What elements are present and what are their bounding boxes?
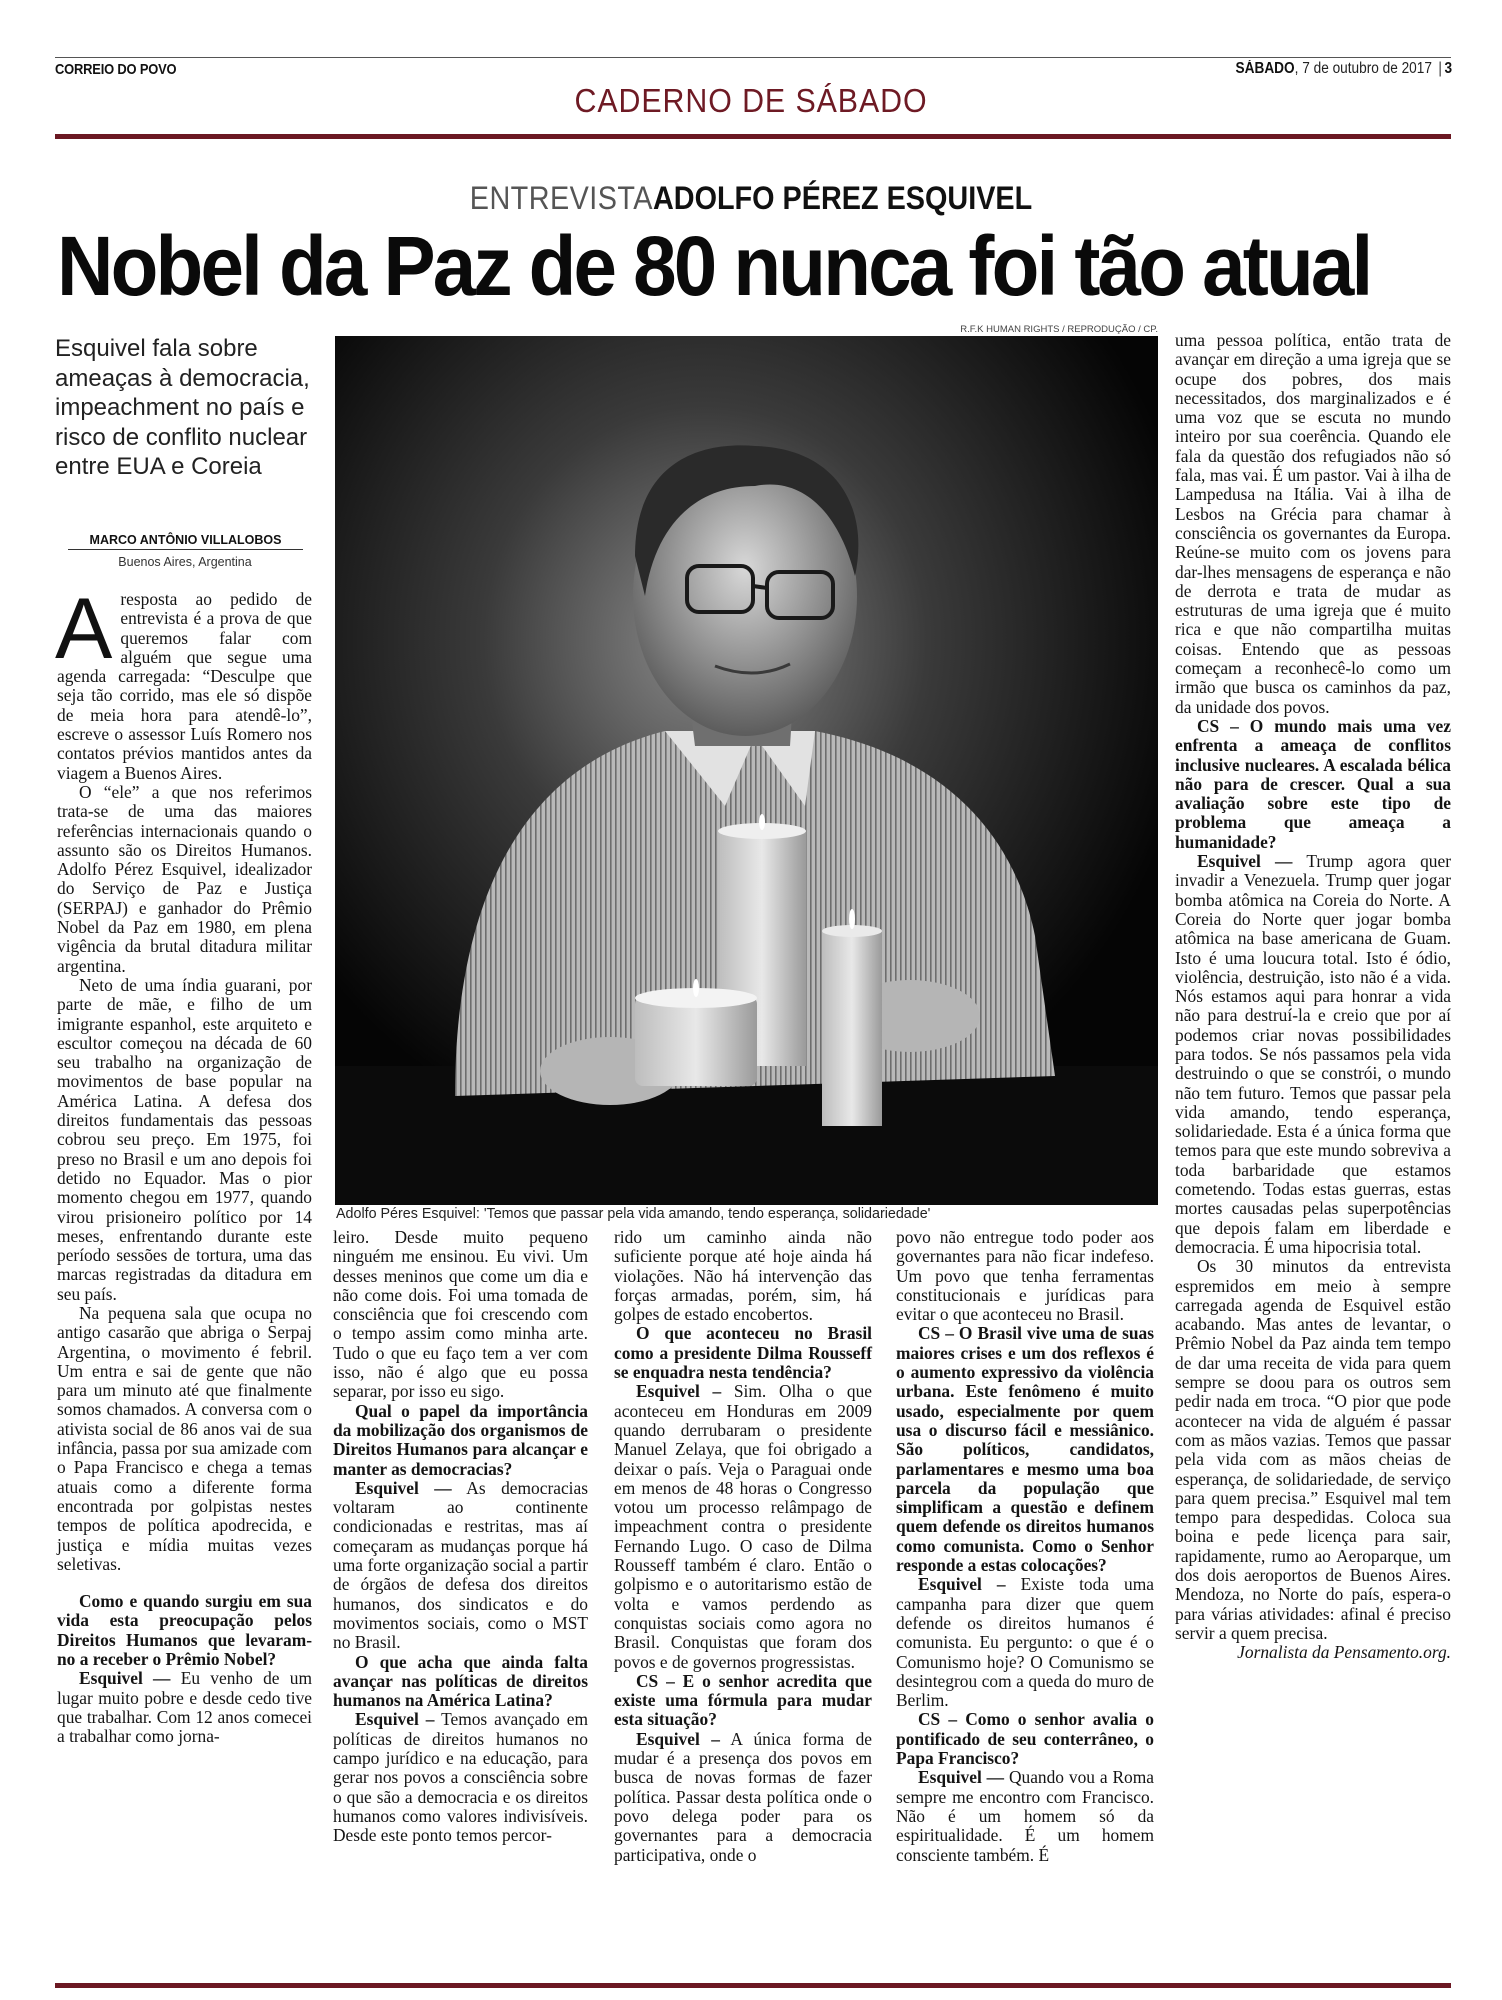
dateline (1235, 60, 1452, 78)
article-column-3 (614, 1228, 872, 1865)
interview-answer: uma pessoa política, então trata de avançar em direção a uma igreja que se ocupe dos pobres, dos mais necessitados, dos marginalizados e é uma voz que se escuta no mundo inteiro por sua coerência. Quando ele fala da questão dos refugiados não só fala, mas vai. É um pastor. Vai à ilha de Lampedusa na Itália. Vai à ilha de Lesbos na Grécia para chamar à consciência os governantes da Europa. Reúne-se muito com os jovens para dar-lhes mensagens de esperança e não de derrota e trata de mudar as estruturas de uma igreja que é muito rica e que não compartilha muitas coisas. Entendo que as pessoas começam a reconhecê-lo como um irmão que busca os caminhos da paz, da unidade dos povos. (1175, 330, 1451, 717)
interview-question: CS – Como o senhor avalia o pontificado de seu conterrâneo, o Papa Francisco? (896, 1709, 1154, 1769)
speaker-label: Esquivel — (355, 1477, 452, 1498)
article-column-4 (896, 1228, 1154, 1865)
speaker-label: Esquivel – (918, 1574, 1006, 1595)
interview-answer: Esquivel — Eu venho de um lugar muito pobre e desde cedo tive que trabalhar. Com 12 anos comecei a trabalhar como jorna- (57, 1668, 312, 1747)
interview-answer: leiro. Desde muito pequeno ninguém me ensinou. Eu vivi. Um desses meninos que come um dia e não come dois. Foi uma tomada de consciência que foi crescendo com o tempo assim como minha arte. Tudo o que eu faço tem a ver com isso, não é algo que eu possa separar, por isso eu sigo. (333, 1227, 588, 1402)
dateline-location: Buenos Aires, Argentina (118, 555, 252, 569)
interview-question: O que aconteceu no Brasil como a presidente Dilma Rousseff se enquadra nesta tendência? (614, 1323, 872, 1383)
speaker-label: Esquivel – (636, 1728, 720, 1749)
body-paragraph: Neto de uma índia guarani, por parte de mãe, e filho de um imigrante espanhol, este arquiteto e escultor começou na década de 60 seu trabalho na organização de movimentos de base popular na América Latina. A defesa dos direitos fundamentais das pessoas cobrou seu preço. Em 1975, foi preso no Brasil e um ano depois foi detido no Equador. Mas o pior momento chegou em 1977, quando virou prisioneiro político por 14 meses, enfrentando durante este período sessões de tortura, uma das marcas registradas da ditadura em seu país. (57, 974, 312, 1304)
interview-answer: Esquivel — Trump agora quer invadir a Venezuela. Trump quer jogar bomba atômica na Coreia do Norte. A Coreia do Norte quer jogar bomba atômica na base americana de Guam. Isto é uma loucura total. Isto é ódio, violência, destruição, isto não é a vida. Nós estamos aqui para honrar a vida não para destruí-la e creio que por aí podemos criar novas possibilidades para todos. Se nós passamos pela vida destruindo o que se constrói, o mundo não tem futuro. Temos que passar pela vida amando, tendo esperança, solidariedade. Esta é a única forma que temos para que este mundo sobreviva a toda barbaridade que estamos cometendo. Todas estas guerras, estas mortes causadas pelas superpotências que depois falam em liberdade e democracia. É uma hipocrisia total. (1175, 851, 1451, 1257)
article-column-2 (333, 1228, 588, 1846)
newspaper-name: CORREIO DO POVO (55, 61, 177, 78)
interview-answer: Esquivel – Temos avançado em políticas de direitos humanos no campo jurídico e na educação, para gerar nos povos a consciência sobre o que são a democracia e os direitos humanos como valores indivisíveis. Desde este ponto temos percor- (333, 1709, 588, 1846)
interview-answer: rido um caminho ainda não suficiente porque até hoje ainda há violações. Não há intervenção das forças armadas, porém, sim, há golpes de estado encobertos. (614, 1227, 872, 1325)
body-paragraph: O “ele” a que nos referimos trata-se de uma das maiores referências internacionais quando o assunto são os Direitos Humanos. Adolfo Pérez Esquivel, idealizador do Serviço de Paz e Justiça (SERPAJ) e ganhador do Prêmio Nobel da Paz em 1980, em plena vigência da brutal ditadura militar argentina. (57, 781, 312, 976)
date: , 7 de outubro de 2017 (1294, 60, 1432, 77)
byline: MARCO ANTÔNIO VILLALOBOS (68, 533, 303, 550)
lead-paragraph: Aresposta ao pedido de entrevista é a prova de que queremos falar com alguém que segue uma agenda carregada: “Desculpe que seja tão corrido, mas ele só dispõe de meia hora para atendê-lo”, escreve o assessor Luís Romero nos contatos prévios mantidos antes da viagem a Buenos Aires. (55, 581, 312, 783)
photo-caption: Adolfo Péres Esquivel: 'Temos que passar pela vida amando, tendo esperança, solidariedade' (336, 1206, 931, 1222)
article-column-5 (1175, 331, 1451, 1662)
interview-question: CS – O mundo mais uma vez enfrenta a ameaça de conflitos inclusive nucleares. A escalada bélica não para de crescer. Qual a sua avaliação sobre este tipo de problema que ameaça a humanidade? (1175, 715, 1451, 852)
interview-question: CS – O Brasil vive uma de suas maiores crises e um dos reflexos é o aumento expressivo da violência urbana. Este fenômeno é muito usado, especialmente por quem usa o discurso fácil e messiânico. São políticos, candidatos, parlamentares e mesmo uma boa parcela da população que simplificam a questão e definem quem defende os direitos humanos como comunista. Como o Senhor responde a estas colocações? (896, 1323, 1154, 1576)
deck: Esquivel fala sobre ameaças à democracia, impeachment no país e risco de conflito nuclear entre EUA e Coreia (55, 335, 310, 480)
body-paragraph: Na pequena sala que ocupa no antigo casarão que abriga o Serpaj Argentina, o movimento é febril. Um entra e sai de gente que não para um minuto até que finalmente somos chamados. A conversa com o ativista social de 86 anos vai de sua infância, passa por sua amizade com o Papa Francisco e chega a temas atuais como a diferente forma encontrada por golpistas nestes tempos de política apodrecida, e justiça e mídia muitas vezes seletivas. (57, 1302, 312, 1574)
top-rule (55, 57, 1451, 58)
closing-paragraph: Os 30 minutos da entrevista espremidos em meio à sempre carregada agenda de Esquivel estão acabando. Mas antes de levantar, o Prêmio Nobel da Paz ainda tem tempo de dar uma receita de vida para quem sempre se doou para os outros sem pedir nada em troca. “O pior que pode acontecer na vida de alguém é passar com as mãos vazias. Temos que passar pela vida com as mãos cheias de esperança, de solidariedade, de serviço para quem precisa.” Esquivel mal tem tempo para despedidas. Coloca sua boina e pede licença para sair, rapidamente, rumo ao Aeroparque, um dos dois aeroportos de Buenos Aires. Mendoza, no Norte do país, espera-o para várias atividades: afinal é preciso servir a quem precisa. (1175, 1256, 1451, 1643)
interview-question: Como e quando surgiu em sua vida esta preocupação pelos Direitos Humanos que levaram-no a receber o Prêmio Nobel? (57, 1591, 312, 1670)
interview-question: CS – E o senhor acredita que existe uma fórmula para mudar esta situação? (614, 1670, 872, 1730)
separator: | (1438, 60, 1442, 77)
speaker-label: Esquivel – (636, 1381, 722, 1402)
portrait-illustration (335, 336, 1158, 1205)
portrait-photo (335, 336, 1158, 1205)
interview-answer: Esquivel — As democracias voltaram ao continente condicionadas e restritas, mas aí começaram as mudanças porque há uma forte organização social a partir de órgãos de defesa dos direitos humanos, dos sindicatos e do movimentos sociais, como o MST no Brasil. (333, 1477, 589, 1653)
kicker-name: ADOLFO PÉREZ ESQUIVEL (652, 180, 1033, 216)
article-column-1 (55, 581, 312, 1747)
speaker-label: Esquivel — (1197, 851, 1293, 872)
kicker (75, 180, 1427, 217)
headline: Nobel da Paz de 80 nunca foi tão atual (57, 219, 1371, 313)
interview-answer: Esquivel – Existe toda uma campanha para dizer que quem defende os direitos humanos é comunista. Eu pergunto: o que é o Comunismo hoje? O Comunismo se desintegrou com a queda do muro de Berlim. (896, 1574, 1154, 1711)
speaker-label: Esquivel — (79, 1668, 171, 1689)
interview-question: Qual o papel da importância da mobilização dos organismos de Direitos Humanos para alcançar e manter as democracias? (333, 1400, 588, 1479)
interview-answer: povo não entregue todo poder aos governantes para não ficar indefeso. Um povo que tenha ferramentas constitucionais e jurídicas para evitar o que aconteceu no Brasil. (896, 1227, 1154, 1325)
interview-answer: Esquivel – A única forma de mudar é a presença dos povos em busca de novas formas de fazer política. Passar desta política onde o povo delega poder para os governantes para a democracia participativa, onde o (614, 1728, 872, 1865)
speaker-label: Esquivel — (918, 1767, 1005, 1788)
drop-cap: A (55, 581, 113, 677)
section-title: CADERNO DE SÁBADO (574, 82, 928, 119)
footer-rule (55, 1983, 1451, 1988)
weekday: SÁBADO (1235, 60, 1295, 77)
author-signoff: Jornalista da Pensamento.org. (1237, 1642, 1451, 1663)
photo-credit: R.F.K HUMAN RIGHTS / REPRODUÇÃO / CP. (960, 324, 1158, 335)
section-rule (55, 134, 1451, 139)
interview-answer: Esquivel — Quando vou a Roma sempre me encontro com Francisco. Não é um homem só da espiritualidade. É um homem consciente também. É (896, 1767, 1154, 1865)
interview-question: O que acha que ainda falta avançar nas políticas de direitos humanos na América Latina? (333, 1651, 588, 1711)
speaker-label: Esquivel – (355, 1709, 435, 1730)
interview-answer: Esquivel – Sim. Olha o que aconteceu em Honduras em 2009 quando derrubaram o presidente Manuel Zelaya, que foi obrigado a deixar o país. Veja o Paraguai onde em menos de 48 horas o Congresso votou um processo relâmpago de impeachment contra o presidente Fernando Lugo. O caso de Dilma Rousseff também é claro. Então o golpismo e o autoritarismo estão de volta e vamos perdendo as conquistas sociais como agora no Brasil. Conquistas que foram dos povos e de governos progressistas. (614, 1381, 872, 1672)
page-number: 3 (1444, 60, 1452, 77)
kicker-label: ENTREVISTA (469, 180, 653, 216)
